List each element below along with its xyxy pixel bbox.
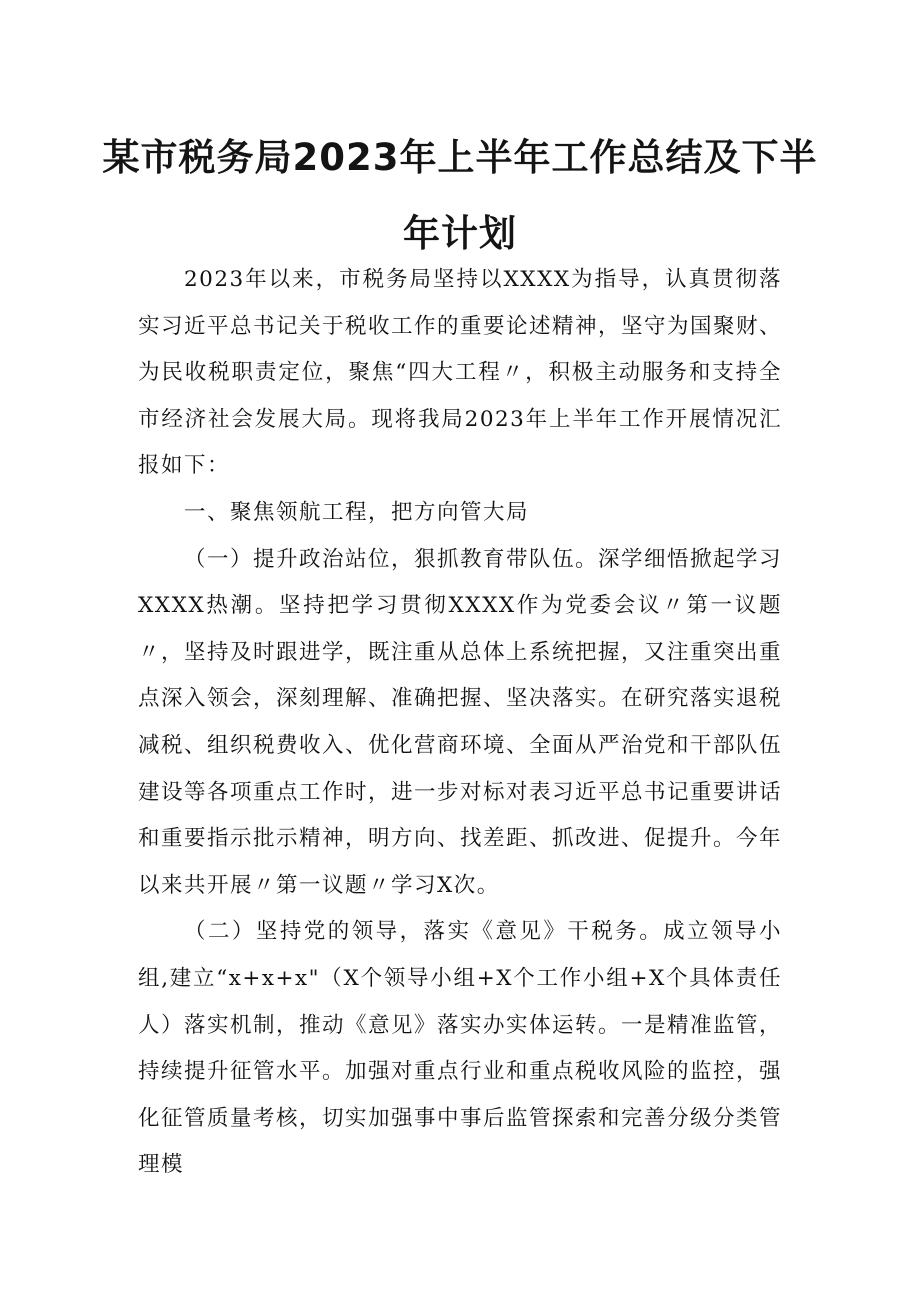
- subsection-paragraph-1: （一）提升政治站位，狠抓教育带队伍。深学细悟掀起学习XXXX热潮。坚持把学习贯彻XXXX作为党委会议〃第一议题〃，坚持及时跟进学，既注重从总体上系统把握，又注重突出重点深入领会，深刻理解、准确把握、坚决落实。在研究落实退税减税、组织税费收入、优化营商环境、全面从严治党和干部队伍建设等各项重点工作时，进一步对标对表习近平总书记重要讲话和重要指示批示精神，明方向、找差距、抓改进、促提升。今年以来共开展〃第一议题〃学习X次。: [138, 546, 783, 898]
- section-heading-1: 一、聚焦领航工程，把方向管大局: [184, 499, 530, 525]
- document-title-line-1: 某市税务局2023年上半年工作总结及下半: [102, 136, 818, 179]
- intro-paragraph: 2023年以来，市税务局坚持以XXXX为指导，认真贯彻落实习近平总书记关于税收工作的重要论述精神，坚守为国聚财、为民收税职责定位，聚焦“四大工程〃，积极主动服务和支持全市经济社会发展大局。现将我局2023年上半年工作开展情况汇报如下：: [138, 267, 783, 479]
- document-title-line-2: 年计划: [403, 212, 517, 255]
- subsection-paragraph-2: （二）坚持党的领导，落实《意见》干税务。成立领导小组,建立“x+x+x"（X个领导小组+X个工作小组+X个具体责任人）落实机制，推动《意见》落实办实体运转。一是精准监管，持续提升征管水平。加强对重点行业和重点税收风险的监控，强化征管质量考核，切实加强事中事后监管探索和完善分级分类管理模: [138, 919, 783, 1178]
- document-body: [138, 257, 782, 1189]
